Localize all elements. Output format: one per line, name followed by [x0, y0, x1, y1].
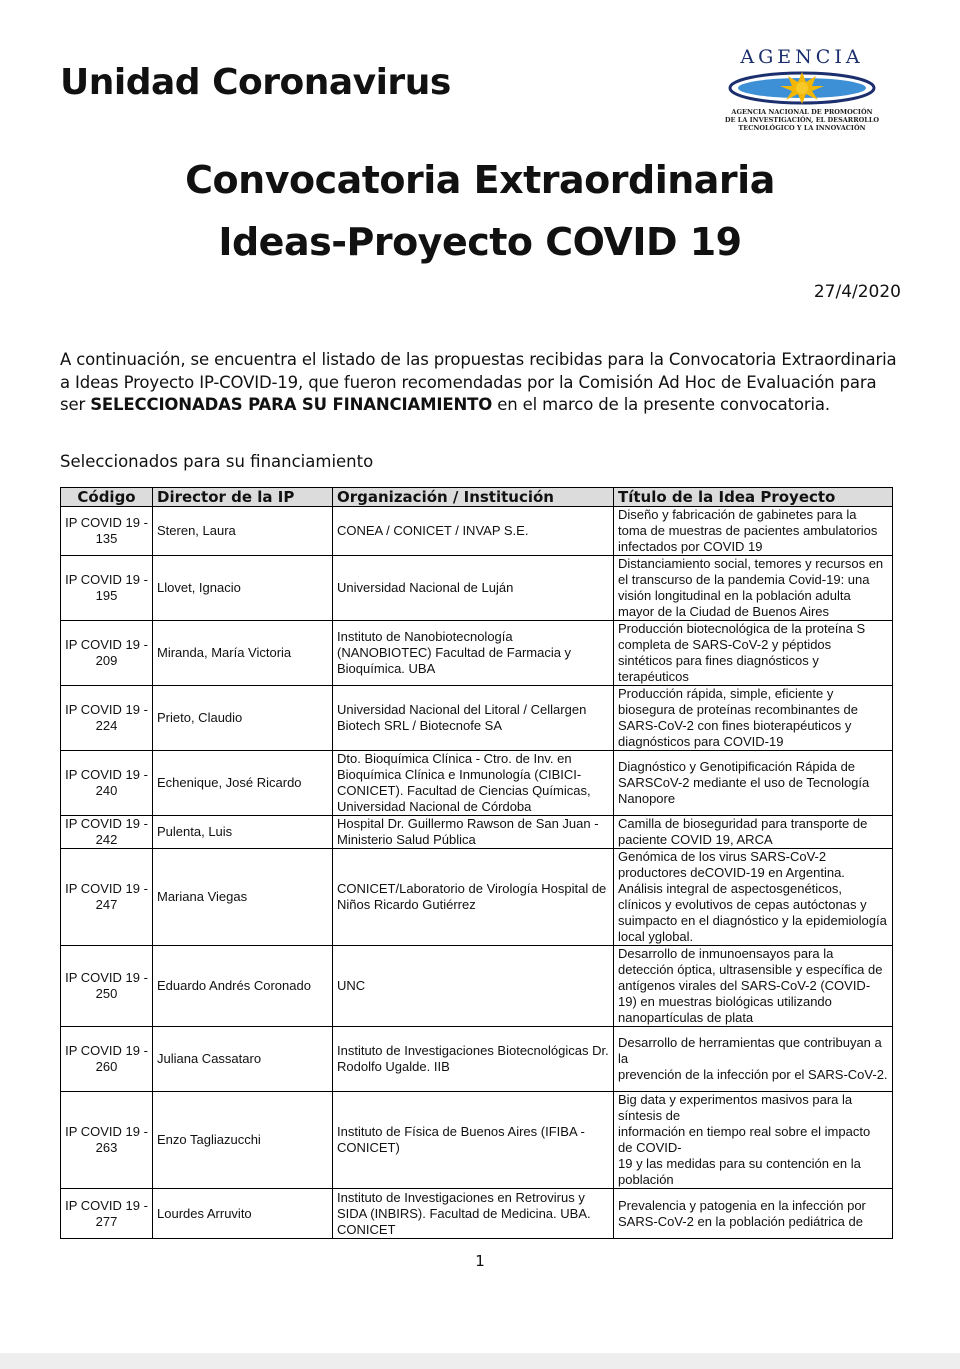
- cell-director: Llovet, Ignacio: [153, 556, 333, 621]
- section-label: Seleccionados para su financiamiento: [60, 452, 374, 471]
- cell-director: Pulenta, Luis: [153, 816, 333, 849]
- cell-titulo: Producción rápida, simple, eficiente y biosegura de proteínas recombinantes de SARS-CoV-2 con fines bioterapéuticos y diagnósticos para COVID-19: [614, 686, 893, 751]
- title-line-1: Convocatoria Extraordinaria: [185, 158, 775, 202]
- cell-codigo: IP COVID 19 - 242: [61, 816, 153, 849]
- cell-titulo: Desarrollo de herramientas que contribuyan a la prevención de la infección por el SARS-CoV-2.: [614, 1027, 893, 1092]
- cell-titulo: Genómica de los virus SARS-CoV-2 productores deCOVID-19 en Argentina. Análisis integral de aspectosgenéticos, clínicos y evolutivos de cepas autóctonas y suimpacto en el diagnóstico y la epidemiología local yglobal.: [614, 849, 893, 946]
- cell-director: Eduardo Andrés Coronado: [153, 946, 333, 1027]
- cell-organizacion: Dto. Bioquímica Clínica - Ctro. de Inv. en Bioquímica Clínica e Inmunología (CIBICI-CONICET). Facultad de Ciencias Químicas, Universidad Nacional de Córdoba: [333, 751, 614, 816]
- cell-director: Enzo Tagliazucchi: [153, 1092, 333, 1189]
- cell-organizacion: UNC: [333, 946, 614, 1027]
- header-organizacion: Organización / Institución: [333, 488, 614, 507]
- cell-director: Juliana Cassataro: [153, 1027, 333, 1092]
- cell-organizacion: Instituto de Física de Buenos Aires (IFIBA - CONICET): [333, 1092, 614, 1189]
- page-number: 1: [475, 1252, 485, 1270]
- table-row: [61, 1027, 893, 1092]
- document-date: 27/4/2020: [813, 282, 901, 302]
- cell-titulo: Diagnóstico y Genotipificación Rápida de SARSCoV-2 mediante el uso de Tecnología Nanopore: [614, 751, 893, 816]
- header-titulo: Título de la Idea Proyecto: [614, 488, 893, 507]
- table-header-row: [61, 488, 893, 507]
- table-row: [61, 1189, 893, 1239]
- cell-titulo: Distanciamiento social, temores y recursos en el transcurso de la pandemia Covid-19: una visión longitudinal en la población adulta mayor de la Ciudad de Buenos Aires: [614, 556, 893, 621]
- agencia-logo: [722, 44, 882, 136]
- table-row: [61, 686, 893, 751]
- cell-codigo: IP COVID 19 - 260: [61, 1027, 153, 1092]
- cell-organizacion: Instituto de Nanobiotecnología (NANOBIOTEC) Facultad de Farmacia y Bioquímica. UBA: [333, 621, 614, 686]
- cell-codigo: IP COVID 19 - 135: [61, 507, 153, 556]
- table-row: [61, 751, 893, 816]
- cell-codigo: IP COVID 19 - 240: [61, 751, 153, 816]
- table-row: [61, 621, 893, 686]
- cell-director: Prieto, Claudio: [153, 686, 333, 751]
- selected-projects-table: [60, 487, 893, 1239]
- intro-paragraph: A continuación, se encuentra el listado de las propuestas recibidas para la Convocatoria Extraordinaria a Ideas Proyecto IP-COVID-19, que fueron recomendadas por la Comisión Ad Hoc de Evaluación para ser SELECCIONADAS PARA SU FINANCIAMIENTO en el marco de la presente convocatoria.: [60, 350, 897, 414]
- cell-titulo: Big data y experimentos masivos para la síntesis de información en tiempo real sobre el impacto de COVID- 19 y las medidas para su contención en la población: [614, 1092, 893, 1189]
- cell-director: Lourdes Arruvito: [153, 1189, 333, 1239]
- table-row: [61, 946, 893, 1027]
- unit-title: Unidad Coronavirus: [60, 62, 451, 103]
- cell-titulo: Desarrollo de inmunoensayos para la detección óptica, ultrasensible y específica de antígenos virales del SARS-CoV-2 (COVID-19) en muestras biológicas utilizando nanopartículas de plata: [614, 946, 893, 1027]
- logo-subtitle: AGENCIA NACIONAL DE PROMOCIÓN DE LA INVESTIGACIÓN, EL DESARROLLO TECNOLÓGICO Y LA INNOVACIÓN: [724, 108, 880, 132]
- cell-codigo: IP COVID 19 - 247: [61, 849, 153, 946]
- header-codigo: Código: [61, 488, 153, 507]
- cell-organizacion: Hospital Dr. Guillermo Rawson de San Juan - Ministerio Salud Pública: [333, 816, 614, 849]
- table-row: [61, 1092, 893, 1189]
- cell-director: Mariana Viegas: [153, 849, 333, 946]
- cell-codigo: IP COVID 19 - 195: [61, 556, 153, 621]
- cell-codigo: IP COVID 19 - 250: [61, 946, 153, 1027]
- table-row: [61, 849, 893, 946]
- cell-organizacion: Instituto de Investigaciones Biotecnológicas Dr. Rodolfo Ugalde. IIB: [333, 1027, 614, 1092]
- cell-organizacion: CONICET/Laboratorio de Virología Hospital de Niños Ricardo Gutiérrez: [333, 849, 614, 946]
- intro-bold: SELECCIONADAS PARA SU FINANCIAMIENTO: [90, 395, 493, 414]
- cell-codigo: IP COVID 19 - 224: [61, 686, 153, 751]
- table-row: [61, 556, 893, 621]
- logo-word: AGENCIA: [740, 46, 864, 68]
- cell-titulo: Prevalencia y patogenia en la infección por SARS-CoV-2 en la población pediátrica de: [614, 1189, 893, 1239]
- title-line-2: Ideas-Proyecto COVID 19: [218, 220, 742, 264]
- cell-director: Miranda, María Victoria: [153, 621, 333, 686]
- cell-director: Steren, Laura: [153, 507, 333, 556]
- cell-codigo: IP COVID 19 - 277: [61, 1189, 153, 1239]
- cell-organizacion: CONEA / CONICET / INVAP S.E.: [333, 507, 614, 556]
- cell-director: Echenique, José Ricardo: [153, 751, 333, 816]
- cell-titulo: Diseño y fabricación de gabinetes para la toma de muestras de pacientes ambulatorios infectados por COVID 19: [614, 507, 893, 556]
- table-row: [61, 507, 893, 556]
- cell-organizacion: Instituto de Investigaciones en Retrovirus y SIDA (INBIRS). Facultad de Medicina. UBA. CONICET: [333, 1189, 614, 1239]
- logo-sun-icon: [726, 68, 878, 108]
- header-director: Director de la IP: [153, 488, 333, 507]
- cell-organizacion: Universidad Nacional de Luján: [333, 556, 614, 621]
- cell-codigo: IP COVID 19 - 263: [61, 1092, 153, 1189]
- cell-titulo: Producción biotecnológica de la proteína S completa de SARS-CoV-2 y péptidos sintéticos para fines diagnósticos y terapéuticos: [614, 621, 893, 686]
- page-bottom-strip: [0, 1353, 960, 1369]
- cell-titulo: Camilla de bioseguridad para transporte de paciente COVID 19, ARCA: [614, 816, 893, 849]
- cell-organizacion: Universidad Nacional del Litoral / Cellargen Biotech SRL / Biotecnofe SA: [333, 686, 614, 751]
- table-row: [61, 816, 893, 849]
- cell-codigo: IP COVID 19 - 209: [61, 621, 153, 686]
